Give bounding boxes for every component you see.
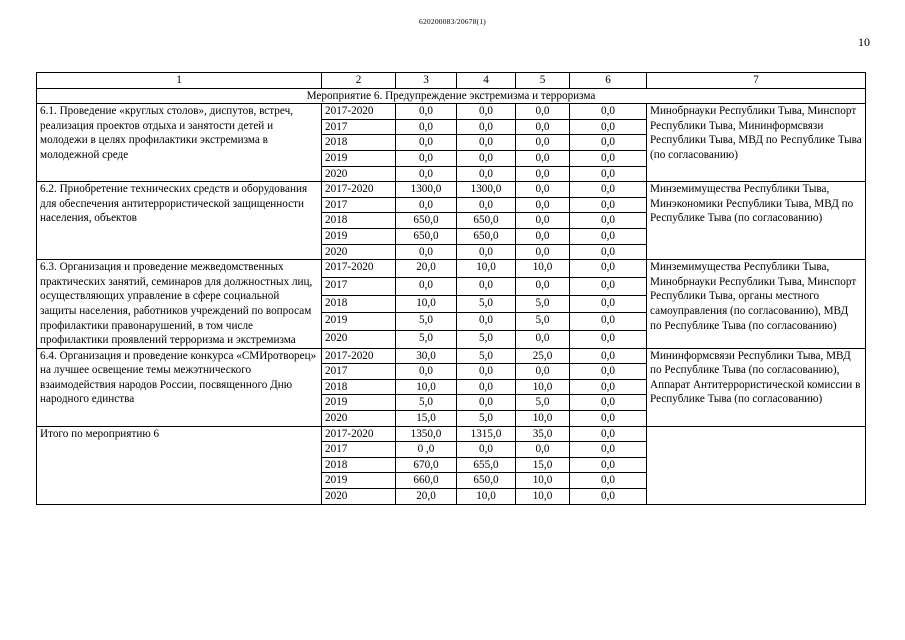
value-cell: 0,0	[516, 135, 570, 151]
value-cell: 0,0	[516, 277, 570, 295]
value-cell: 0,0	[396, 364, 457, 380]
value-cell: 0,0	[570, 348, 647, 364]
value-cell: 0,0	[570, 213, 647, 229]
year-cell: 2018	[322, 379, 396, 395]
value-cell: 10,0	[396, 379, 457, 395]
value-cell: 0,0	[570, 135, 647, 151]
value-cell: 0,0	[570, 313, 647, 331]
year-cell: 2019	[322, 228, 396, 244]
value-cell: 0,0	[570, 489, 647, 505]
value-cell: 650,0	[457, 228, 516, 244]
value-cell: 650,0	[396, 213, 457, 229]
header-row	[37, 73, 866, 89]
value-cell: 0,0	[516, 104, 570, 120]
value-cell: 5,0	[516, 313, 570, 331]
year-cell: 2019	[322, 473, 396, 489]
value-cell: 0,0	[457, 364, 516, 380]
section-row	[37, 88, 866, 104]
value-cell: 0,0	[570, 197, 647, 213]
value-cell: 0,0	[457, 313, 516, 331]
item-description: 6.4. Организация и проведение конкурса «СМИротворец» на лучшее освещение темы межэтнического взаимодействия народов России, посвященного Дню народного единства	[37, 348, 322, 426]
page-number: 10	[858, 35, 870, 49]
value-cell: 0,0	[396, 119, 457, 135]
value-cell: 20,0	[396, 489, 457, 505]
value-cell: 0,0	[516, 197, 570, 213]
value-cell: 0,0	[516, 228, 570, 244]
table-row	[37, 182, 866, 198]
table-row	[37, 104, 866, 120]
value-cell: 0,0	[516, 213, 570, 229]
value-cell: 0,0	[457, 135, 516, 151]
value-cell: 650,0	[457, 473, 516, 489]
table-row	[37, 426, 866, 442]
value-cell: 0,0	[516, 364, 570, 380]
year-cell: 2018	[322, 135, 396, 151]
value-cell: 0,0	[516, 244, 570, 260]
document-id: 620200083/20678(1)	[419, 17, 486, 26]
year-cell: 2018	[322, 213, 396, 229]
year-cell: 2017-2020	[322, 348, 396, 364]
value-cell: 0,0	[570, 166, 647, 182]
year-cell: 2020	[322, 489, 396, 505]
value-cell: 0,0	[570, 277, 647, 295]
value-cell: 5,0	[457, 348, 516, 364]
value-cell: 650,0	[457, 213, 516, 229]
header-cell: 3	[396, 73, 457, 89]
item-description: 6.2. Приобретение технических средств и оборудования для обеспечения антитеррористической защищенности населения, объектов	[37, 182, 322, 260]
value-cell: 0,0	[516, 330, 570, 348]
value-cell: 10,0	[516, 411, 570, 427]
value-cell: 10,0	[516, 473, 570, 489]
value-cell: 0,0	[396, 166, 457, 182]
value-cell: 0,0	[457, 104, 516, 120]
value-cell: 0,0	[457, 379, 516, 395]
year-cell: 2017	[322, 277, 396, 295]
value-cell: 0,0	[570, 104, 647, 120]
item-description: 6.1. Проведение «круглых столов», диспутов, встреч, реализация проектов отдыха и занятости детей и молодежи в целях профилактики экстремизма в молодежной среде	[37, 104, 322, 182]
responsible-cell: Минземимущества Республики Тыва, Минэкономики Республики Тыва, МВД по Республике Тыва (по согласованию)	[647, 182, 866, 260]
year-cell: 2017	[322, 442, 396, 458]
header-cell: 1	[37, 73, 322, 89]
value-cell: 0,0	[457, 150, 516, 166]
value-cell: 10,0	[457, 489, 516, 505]
value-cell: 660,0	[396, 473, 457, 489]
value-cell: 20,0	[396, 260, 457, 278]
value-cell: 0,0	[570, 228, 647, 244]
section-title: Мероприятие 6. Предупреждение экстремизма и терроризма	[37, 88, 866, 104]
year-cell: 2020	[322, 244, 396, 260]
value-cell: 15,0	[516, 457, 570, 473]
header-cell: 4	[457, 73, 516, 89]
value-cell: 0,0	[570, 330, 647, 348]
year-cell: 2018	[322, 457, 396, 473]
responsible-cell: Мининформсвязи Республики Тыва, МВД по Республике Тыва (по согласованию), Аппарат Антитеррористической комиссии в Республике Тыва (по согласованию)	[647, 348, 866, 426]
value-cell: 5,0	[457, 330, 516, 348]
year-cell: 2017-2020	[322, 104, 396, 120]
value-cell: 0,0	[570, 295, 647, 313]
value-cell: 0,0	[396, 277, 457, 295]
year-cell: 2020	[322, 166, 396, 182]
table-row	[37, 260, 866, 278]
value-cell: 5,0	[396, 395, 457, 411]
year-cell: 2017-2020	[322, 260, 396, 278]
value-cell: 0,0	[396, 244, 457, 260]
table-row	[37, 348, 866, 364]
value-cell: 5,0	[396, 330, 457, 348]
value-cell: 1300,0	[457, 182, 516, 198]
value-cell: 0,0	[570, 364, 647, 380]
value-cell: 0 ,0	[396, 442, 457, 458]
value-cell: 1350,0	[396, 426, 457, 442]
year-cell: 2017	[322, 364, 396, 380]
year-cell: 2018	[322, 295, 396, 313]
value-cell: 10,0	[457, 260, 516, 278]
value-cell: 0,0	[570, 150, 647, 166]
value-cell: 0,0	[570, 244, 647, 260]
year-cell: 2019	[322, 395, 396, 411]
item-description: 6.3. Организация и проведение межведомственных практических занятий, семинаров для должностных лиц, осуществляющих управление в сфере социальной защиты населения, работников учреждений по вопросам профилактики правонарушений, в том числе профилактики проявлений терроризма и экстремизма	[37, 260, 322, 349]
value-cell: 0,0	[570, 260, 647, 278]
value-cell: 0,0	[457, 442, 516, 458]
value-cell: 0,0	[457, 277, 516, 295]
value-cell: 35,0	[516, 426, 570, 442]
value-cell: 0,0	[516, 150, 570, 166]
value-cell: 0,0	[570, 379, 647, 395]
value-cell: 30,0	[396, 348, 457, 364]
value-cell: 655,0	[457, 457, 516, 473]
header-cell: 7	[647, 73, 866, 89]
value-cell: 650,0	[396, 228, 457, 244]
value-cell: 0,0	[457, 119, 516, 135]
value-cell: 0,0	[516, 119, 570, 135]
value-cell: 0,0	[516, 442, 570, 458]
value-cell: 1300,0	[396, 182, 457, 198]
year-cell: 2017	[322, 119, 396, 135]
value-cell: 0,0	[457, 244, 516, 260]
header-cell: 6	[570, 73, 647, 89]
value-cell: 0,0	[570, 473, 647, 489]
value-cell: 670,0	[396, 457, 457, 473]
value-cell: 5,0	[516, 295, 570, 313]
value-cell: 5,0	[457, 295, 516, 313]
value-cell: 0,0	[516, 182, 570, 198]
value-cell: 15,0	[396, 411, 457, 427]
value-cell: 5,0	[516, 395, 570, 411]
value-cell: 10,0	[516, 260, 570, 278]
header-cell: 2	[322, 73, 396, 89]
header-cell: 5	[516, 73, 570, 89]
value-cell: 0,0	[396, 150, 457, 166]
year-cell: 2017	[322, 197, 396, 213]
value-cell: 10,0	[396, 295, 457, 313]
value-cell: 0,0	[570, 426, 647, 442]
value-cell: 10,0	[516, 489, 570, 505]
value-cell: 0,0	[516, 166, 570, 182]
value-cell: 0,0	[457, 197, 516, 213]
value-cell: 5,0	[396, 313, 457, 331]
responsible-cell: Минземимущества Республики Тыва, Минобрнауки Республики Тыва, Минспорт Республики Тыва, органы местного самоуправления (по согласованию), МВД по Республике Тыва (по согласованию)	[647, 260, 866, 349]
value-cell: 0,0	[457, 166, 516, 182]
year-cell: 2019	[322, 313, 396, 331]
item-description: Итого по мероприятию 6	[37, 426, 322, 504]
value-cell: 1315,0	[457, 426, 516, 442]
value-cell: 25,0	[516, 348, 570, 364]
year-cell: 2017-2020	[322, 426, 396, 442]
responsible-cell	[647, 426, 866, 504]
value-cell: 0,0	[396, 197, 457, 213]
value-cell: 0,0	[570, 182, 647, 198]
program-table	[36, 72, 866, 505]
value-cell: 0,0	[570, 442, 647, 458]
year-cell: 2017-2020	[322, 182, 396, 198]
year-cell: 2019	[322, 150, 396, 166]
value-cell: 0,0	[570, 411, 647, 427]
value-cell: 0,0	[396, 104, 457, 120]
value-cell: 10,0	[516, 379, 570, 395]
year-cell: 2020	[322, 330, 396, 348]
year-cell: 2020	[322, 411, 396, 427]
value-cell: 0,0	[396, 135, 457, 151]
value-cell: 0,0	[570, 119, 647, 135]
value-cell: 0,0	[570, 395, 647, 411]
value-cell: 5,0	[457, 411, 516, 427]
responsible-cell: Минобрнауки Республики Тыва, Минспорт Республики Тыва, Мининформсвязи Республики Тыва, МВД по Республике Тыва (по согласованию)	[647, 104, 866, 182]
value-cell: 0,0	[457, 395, 516, 411]
value-cell: 0,0	[570, 457, 647, 473]
table-body	[37, 73, 866, 505]
